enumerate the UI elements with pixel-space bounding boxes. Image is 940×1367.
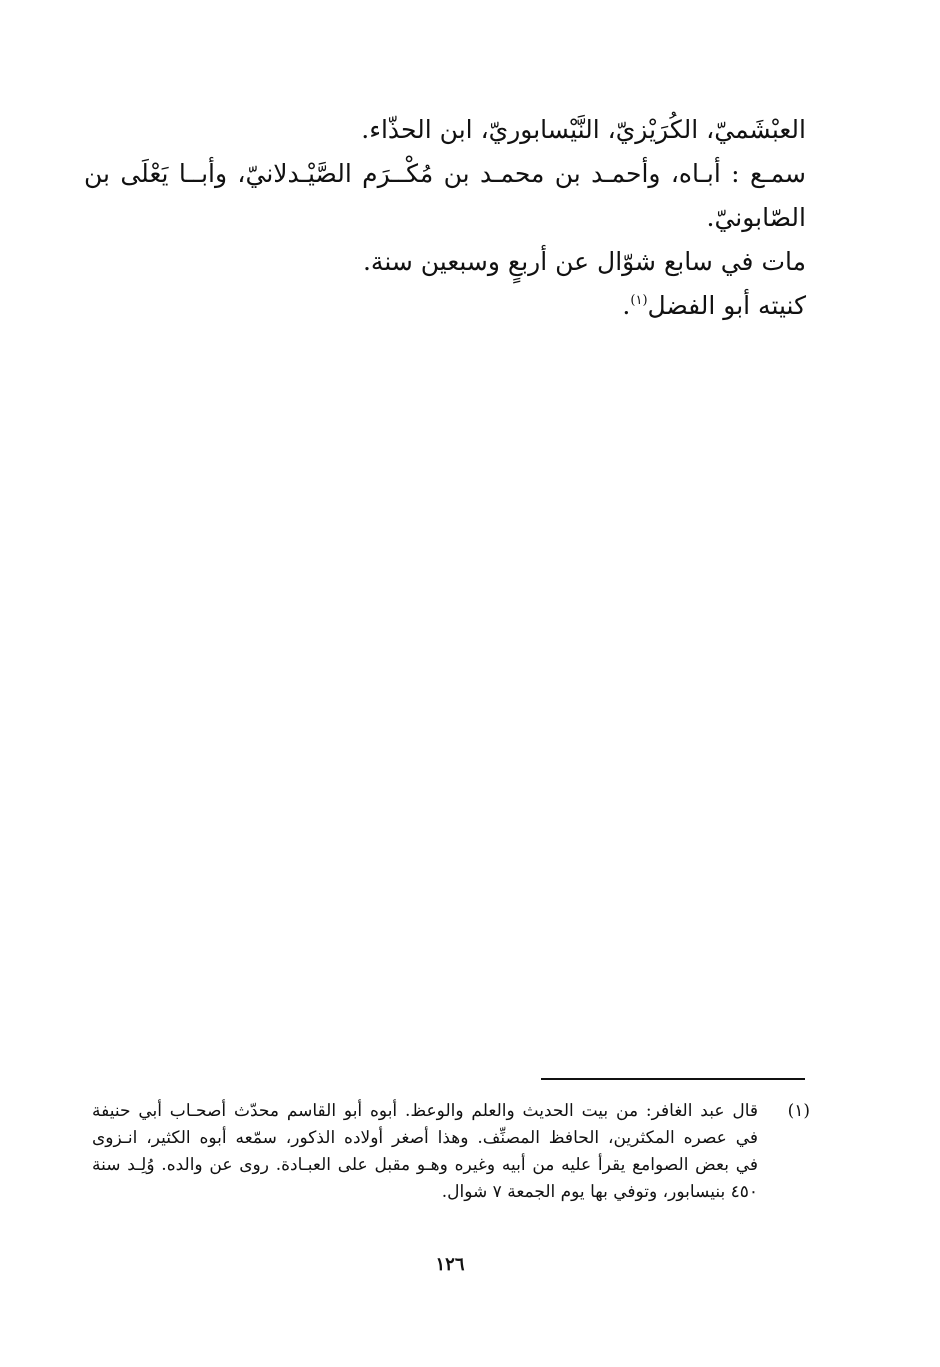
footnote-separator xyxy=(541,1078,805,1080)
page-number: ١٢٦ xyxy=(435,1254,465,1275)
footnote-line-3: في بعض الصوامع يقرأ عليه من أبيه وغيره وهـو مقبل على العبـادة. روى عن والده. وُلِـد سنة xyxy=(92,1155,758,1175)
text-line-1: العبْشَميّ، الكُرَيْزيّ، النَّيْسابوريّ، ابن الحذّاء. xyxy=(361,115,806,144)
footnote-body xyxy=(92,1098,758,1206)
footnote-marker: (١) xyxy=(787,1101,810,1121)
footnote-section xyxy=(92,1098,810,1206)
text-line-4: مات في سابع شوّال عن أربعٍ وسبعين سنة. xyxy=(362,247,806,276)
footnote-line-1: قال عبد الغافر: من بيت الحديث والعلم والوعظ. أبوه أبو القاسم محدّث أصحـاب أبي حنيفة xyxy=(92,1101,758,1121)
footnote-reference[interactable]: (١) xyxy=(630,293,648,308)
main-text xyxy=(84,108,806,328)
text-line-2: سمـع : أبـاه، وأحمـد بن محمـد بن مُكْــرَم الصَّيْـدلانيّ، وأبــا يَعْلَى بن xyxy=(84,159,806,188)
text-line-3: الصّابونيّ. xyxy=(706,203,806,232)
text-line-5 xyxy=(84,284,806,328)
footnote-line-2: في عصره المكثرين، الحافظ المصنِّف. وهذا أصغر أولاده الذكور، سمّعه أبوه الكثير، انـزوى xyxy=(92,1128,758,1148)
sentence-end: . xyxy=(622,291,631,320)
kunya-text: كنيته أبو الفضل xyxy=(647,291,806,320)
footnote-line-4: ٤٥٠ بنيسابور، وتوفي بها يوم الجمعة ٧ شوال. xyxy=(441,1182,758,1202)
